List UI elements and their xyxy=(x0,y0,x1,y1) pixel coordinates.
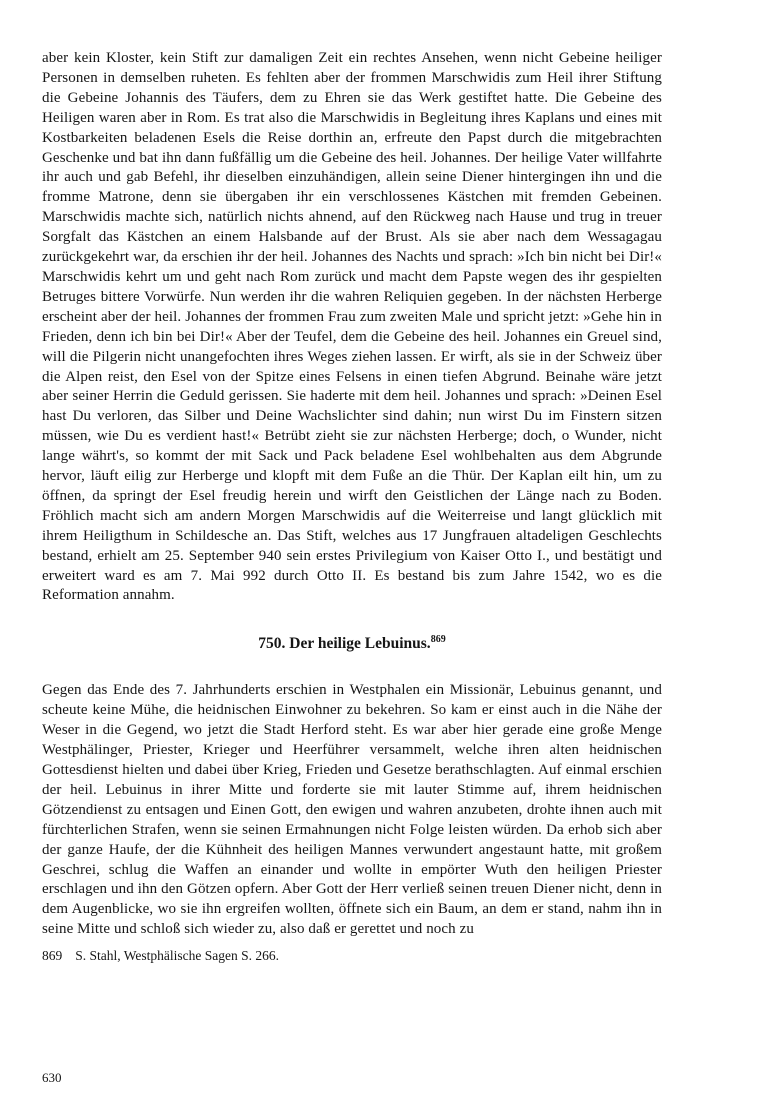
section-heading-text: 750. Der heilige Lebuinus. xyxy=(258,635,431,653)
footnote xyxy=(42,947,662,965)
footnote-reference: 869 xyxy=(430,634,446,646)
paragraph-lebuinus: Gegen das Ende des 7. Jahrhunderts erschien in Westphalen ein Missionär, Lebuinus genannt, und scheute keine Mühe, die heidnischen Einwohner zu bekehren. So kam er einst auch in die Nähe der Weser in die Gegend, wo jetzt die Stadt Herford steht. Es war aber hier gerade eine große Menge Westphälinger, Priester, Krieger und Heerführer versammelt, welche ihren alten heidnischen Gottesdienst hielten und dabei über Krieg, Frieden und Gesetze berathschlagten. Auf einmal erschien der heil. Lebuinus in ihrer Mitte und forderte sie mit lauter Stimme auf, ihrem heidnischen Götzendienst zu entsagen und Einen Gott, den ewigen und wahren anzubeten, drohte ihnen auch mit fürchterlichen Strafen, wenn sie seinen Ermahnungen nicht Folge leisten würden. Da erhob sich aber der ganze Haufe, der die Kühnheit des heiligen Mannes verwundert angestaunt hatte, mit großem Geschrei, schlug die Waffen an einander und wollte in empörter Wuth den heiligen Priester erschlagen und ihn den Götzen opfern. Aber Gott der Herr verließ seinen treuen Diener nicht, denn in dem Augenblicke, wo sie ihn ergreifen wollten, öffnete sich ein Baum, an dem er stand, nahm ihn in seine Mitte und schloß sich wieder zu, also daß er gerettet und noch zu xyxy=(42,682,662,938)
footnote-number: 869 xyxy=(42,948,63,964)
text-block xyxy=(42,49,662,965)
section-heading xyxy=(42,634,662,654)
paragraph-marschwidis: aber kein Kloster, kein Stift zur damaligen Zeit ein rechtes Ansehen, wenn nicht Gebeine heiliger Personen in demselben ruheten. Es fehlten aber der frommen Marschwidis zum Heil ihrer Stiftung die Gebeine Johannis des Täufers, dem zu Ehren sie das Werk gestiftet hatte. Die Gebeine des Heiligen waren aber in Rom. Es trat also die Marschwidis in Begleitung ihres Kaplans und eines mit Kostbarkeiten beladenen Esels die Reise dorthin an, erfreute den Papst durch die mitgebrachten Geschenke und bat ihn dann fußfällig um die Gebeine des heil. Johannes. Der heilige Vater willfahrte ihr auch und gab Befehl, ihr dieselben einzuhändigen, allein seine Diener hintergingen ihn und die fromme Matrone, denn sie übergaben ihr ein verschlossenes Kästchen mit fremden Gebeinen. Marschwidis machte sich, natürlich nichts ahnend, auf den Rückweg nach Hause und trug in treuer Sorgfalt das Kästchen an einem Halsbande auf der Brust. Als sie aber nach dem Wessagagau zurückgekehrt war, da erschien ihr der heil. Johannes des Nachts und sprach: »Ich bin nicht bei Dir!« Marschwidis kehrt um und geht nach Rom zurück und macht dem Papste wegen des ihr gespielten Betruges bittere Vorwürfe. Nun werden ihr die wahren Reliquien gegeben. In der nächsten Herberge erscheint aber der heil. Johannes der frommen Frau zum zweiten Male und spricht jetzt: »Gehe hin in Frieden, denn ich bin bei Dir!« Aber der Teufel, dem die Gebeine des heil. Johannes ein Greuel sind, will die Pilgerin nicht unangefochten ihres Weges ziehen lassen. Er wirft, als sie in der Schweiz über die Alpen reist, den Esel von der Spitze eines Felsens in einen tiefen Abgrund. Beinahe wäre jetzt aber seiner Herrin die Geduld gerissen. Sie haderte mit dem heil. Johannes und sprach: »Deinen Esel hast Du verloren, das Silber und Deine Wachslichter sind dahin; nun wirst Du im Finstern sitzen müssen, wie Du es verdient hast!« Betrübt zieht sie zur nächsten Herberge; doch, o Wunder, nicht lange währt's, so kommt der mit Sack und Pack beladene Esel wohlbehalten aus dem Abgrunde hervor, läuft eilig zur Herberge und klopft mit dem Fuße an die Thür. Der Kaplan eilt hin, um zu öffnen, da springt der Esel freudig herein und wirft den Geistlichen der Länge nach zu Boden. Fröhlich macht sich am andern Morgen Marschwidis auf die Weiterreise und langt glücklich mit ihrem Heiligthum in Schildesche an. Das Stift, welches aus 17 Jungfrauen altadeligen Geschlechts bestand, erhielt am 25. September 940 sein erstes Privilegium von Kaiser Otto I., und bestätigt und erweitert ward es am 7. Mai 992 durch Otto II. Es bestand bis zum Jahre 1542, wo es die Reformation annahm. xyxy=(42,50,662,604)
page-number: 630 xyxy=(42,1070,62,1085)
footnote-text: S. Stahl, Westphälische Sagen S. 266. xyxy=(75,948,280,964)
